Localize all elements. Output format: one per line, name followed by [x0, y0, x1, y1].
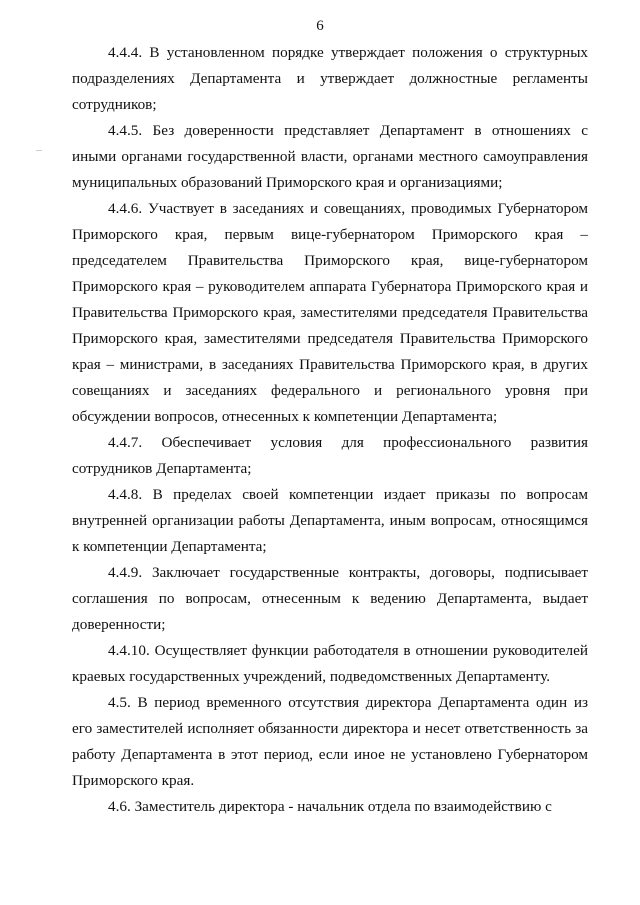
paragraph-4-4-10: 4.4.10. Осуществляет функции работодателя в отношении руководителей краевых государственных учреждений, подведомственных Департаменту.: [72, 642, 588, 685]
paragraph-4-4-5: 4.4.5. Без доверенности представляет Департамент в отношениях с иными органами государственной власти, органами местного самоуправления муниципальных образований Приморского края и организациями;: [72, 122, 588, 191]
paragraph-4-5: 4.5. В период временного отсутствия директора Департамента один из его заместителей исполняет обязанности директора и несет ответственность за работу Департамента в этот период, если иное не установлено Губернатором Приморского края.: [72, 694, 588, 789]
paragraph-4-4-4: 4.4.4. В установленном порядке утверждает положения о структурных подразделениях Департамента и утверждает должностные регламенты сотрудников;: [72, 44, 588, 113]
paragraph-4-4-8: 4.4.8. В пределах своей компетенции издает приказы по вопросам внутренней организации работы Департамента, иным вопросам, относящимся к компетенции Департамента;: [72, 486, 588, 555]
page-number: 6: [316, 18, 324, 34]
paragraph-4-4-7: 4.4.7. Обеспечивает условия для профессионального развития сотрудников Департамента;: [72, 434, 588, 477]
paragraph-4-4-6: 4.4.6. Участвует в заседаниях и совещаниях, проводимых Губернатором Приморского края, первым вице-губернатором Приморского края – председателем Правительства Приморского края, вице-губернатором Приморского края – руководителем аппарата Губернатора Приморского края и Правительства Приморского края, заместителями председателя Правительства Приморского края, заместителями председателя Правительства Приморского края – министрами, в заседаниях Правительства Приморского края, в других совещаниях и заседаниях федерального и регионального уровня при обсуждении вопросов, отнесенных к компетенции Департамента;: [72, 200, 588, 425]
document-body: [72, 40, 588, 820]
paragraph-4-6: 4.6. Заместитель директора - начальник отдела по взаимодействию с: [108, 798, 552, 815]
paragraph-4-4-9: 4.4.9. Заключает государственные контракты, договоры, подписывает соглашения по вопросам, отнесенным к ведению Департамента, выдает доверенности;: [72, 564, 588, 633]
margin-mark: [36, 150, 42, 151]
